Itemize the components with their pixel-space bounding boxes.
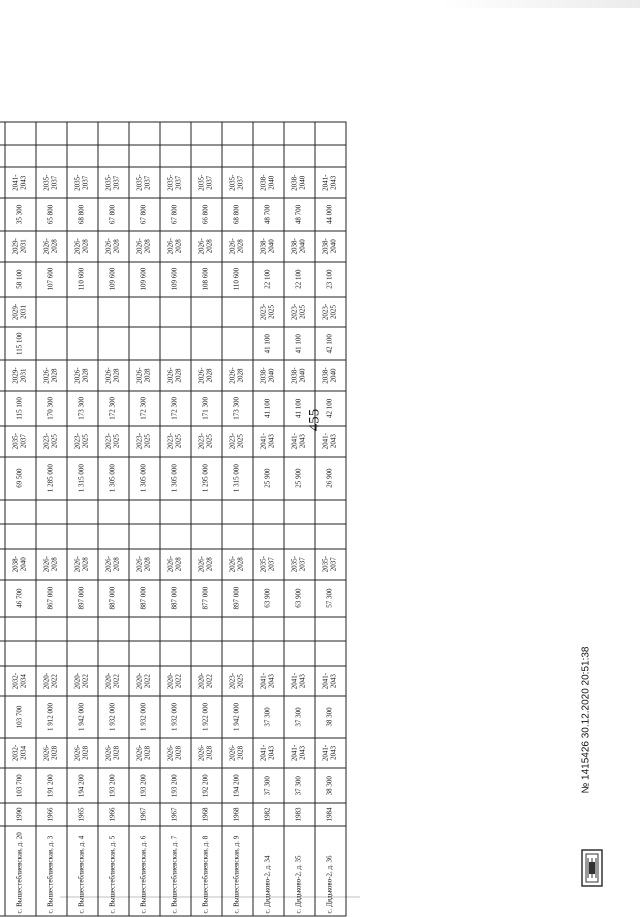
table-cell: 65 800 bbox=[36, 198, 67, 231]
table-cell bbox=[160, 145, 191, 168]
table-cell bbox=[36, 145, 67, 168]
table-cell bbox=[315, 500, 346, 525]
table-cell bbox=[36, 500, 67, 525]
table-cell: 2041-2043 bbox=[284, 738, 315, 769]
table-cell: 2041-2043 bbox=[284, 666, 315, 697]
table-cell: 103 700 bbox=[5, 697, 36, 738]
address-cell: с. Дядьково-2, д. 35 bbox=[284, 826, 315, 916]
table-cell: 66 800 bbox=[191, 198, 222, 231]
table-cell: 42 100 bbox=[315, 327, 346, 360]
table-cell: 2023-2025 bbox=[284, 297, 315, 328]
table-cell: 2038-2040 bbox=[315, 360, 346, 391]
table-cell: 2029-2031 bbox=[5, 231, 36, 262]
table-cell: 1 305 000 bbox=[160, 457, 191, 500]
table-cell: 2038-2040 bbox=[253, 167, 284, 198]
table-cell bbox=[5, 641, 36, 666]
table-cell bbox=[160, 617, 191, 642]
table-cell bbox=[129, 297, 160, 328]
table-cell: 2035-2037 bbox=[67, 167, 98, 198]
table-cell: 172 300 bbox=[129, 391, 160, 426]
table-cell: 2020-2022 bbox=[191, 666, 222, 697]
table-cell: 2026-2028 bbox=[222, 549, 253, 580]
page-number-text: 455 bbox=[306, 408, 323, 432]
table-cell: 1967 bbox=[160, 803, 191, 826]
table-cell: 2038-2040 bbox=[253, 360, 284, 391]
table-cell: 48 700 bbox=[284, 198, 315, 231]
table-cell: 2026-2028 bbox=[160, 549, 191, 580]
table-cell: 1 295 000 bbox=[191, 457, 222, 500]
address-cell: с. Вышестеблиевская, д. 9 bbox=[222, 826, 253, 916]
table-cell: 38 300 bbox=[315, 697, 346, 738]
table-cell: 2020-2022 bbox=[160, 666, 191, 697]
table-cell bbox=[284, 122, 315, 145]
table-cell bbox=[129, 327, 160, 360]
table-cell bbox=[315, 145, 346, 168]
table-cell: 192 200 bbox=[191, 768, 222, 803]
table-cell: 2026-2028 bbox=[98, 549, 129, 580]
table-cell: 171 300 bbox=[191, 391, 222, 426]
table-cell bbox=[36, 297, 67, 328]
table-cell: 897 000 bbox=[222, 580, 253, 617]
table-cell bbox=[191, 327, 222, 360]
table-cell: 2023-2025 bbox=[222, 666, 253, 697]
table-cell: 69 500 bbox=[5, 457, 36, 500]
table-cell: 1 315 000 bbox=[222, 457, 253, 500]
table-cell bbox=[191, 524, 222, 549]
table-cell: 67 800 bbox=[129, 198, 160, 231]
table-cell: 887 000 bbox=[129, 580, 160, 617]
address-cell: с. Вышестеблиевская, д. 4 bbox=[67, 826, 98, 916]
table-cell bbox=[160, 641, 191, 666]
table-cell: 22 100 bbox=[253, 262, 284, 297]
table-cell bbox=[222, 297, 253, 328]
table-cell: 887 000 bbox=[160, 580, 191, 617]
table-cell: 193 200 bbox=[160, 768, 191, 803]
table-cell bbox=[222, 617, 253, 642]
emblem-icon bbox=[580, 848, 604, 888]
table-cell: 57 300 bbox=[315, 580, 346, 617]
table-cell bbox=[98, 641, 129, 666]
table-cell: 2035-2037 bbox=[5, 426, 36, 457]
table-cell: 1968 bbox=[222, 803, 253, 826]
table-cell: 2023-2025 bbox=[222, 426, 253, 457]
table-cell: 2026-2028 bbox=[98, 360, 129, 391]
table-cell: 2026-2028 bbox=[191, 738, 222, 769]
table-cell: 173 300 bbox=[67, 391, 98, 426]
table-cell: 172 300 bbox=[160, 391, 191, 426]
table-cell bbox=[36, 617, 67, 642]
table-cell: 2026-2028 bbox=[129, 549, 160, 580]
table-cell: 2026-2028 bbox=[98, 738, 129, 769]
table-cell: 63 900 bbox=[284, 580, 315, 617]
table-cell: 110 600 bbox=[222, 262, 253, 297]
table-cell: 48 700 bbox=[253, 198, 284, 231]
table-cell: 2026-2028 bbox=[36, 360, 67, 391]
table-cell: 1 912 000 bbox=[36, 697, 67, 738]
table-cell: 2026-2028 bbox=[191, 549, 222, 580]
table-cell: 2038-2040 bbox=[284, 231, 315, 262]
table-cell: 2020-2022 bbox=[36, 666, 67, 697]
table-row bbox=[67, 122, 98, 916]
table-cell: 2026-2028 bbox=[129, 231, 160, 262]
table-row bbox=[160, 122, 191, 916]
table-row bbox=[253, 122, 284, 916]
table-cell bbox=[160, 122, 191, 145]
table-cell: 2035-2037 bbox=[315, 549, 346, 580]
table-cell bbox=[36, 524, 67, 549]
table-cell: 172 300 bbox=[98, 391, 129, 426]
table-cell: 2023-2025 bbox=[98, 426, 129, 457]
table-cell bbox=[191, 500, 222, 525]
data-table bbox=[0, 122, 347, 917]
table-cell: 2041-2043 bbox=[315, 426, 346, 457]
electronic-signature-emblem bbox=[580, 848, 604, 888]
table-cell bbox=[253, 145, 284, 168]
table-cell bbox=[67, 327, 98, 360]
table-cell bbox=[160, 297, 191, 328]
scan-edge-bottom bbox=[60, 896, 360, 898]
table-cell: 1 922 000 bbox=[191, 697, 222, 738]
table-cell bbox=[315, 617, 346, 642]
table-cell: 37 300 bbox=[284, 697, 315, 738]
table-cell bbox=[129, 122, 160, 145]
table-cell: 2035-2037 bbox=[129, 167, 160, 198]
table-cell bbox=[129, 641, 160, 666]
table-row bbox=[191, 122, 222, 916]
address-cell: с. Дядьково-2, д. 34 bbox=[253, 826, 284, 916]
table-cell: 1984 bbox=[315, 803, 346, 826]
table-cell: 2023-2025 bbox=[160, 426, 191, 457]
table-cell: 2026-2028 bbox=[191, 360, 222, 391]
table-row bbox=[222, 122, 253, 916]
table-cell bbox=[129, 500, 160, 525]
table-cell: 2029-2031 bbox=[5, 360, 36, 391]
table-cell: 1 932 000 bbox=[160, 697, 191, 738]
table-cell: 2041-2043 bbox=[5, 167, 36, 198]
table-cell: 115 100 bbox=[5, 391, 36, 426]
table-cell: 2041-2043 bbox=[315, 666, 346, 697]
table-cell: 41 100 bbox=[284, 327, 315, 360]
address-cell: с. Вышестеблиевская, д. 20 bbox=[5, 826, 36, 916]
table-cell bbox=[36, 327, 67, 360]
document-stamp-footer bbox=[578, 585, 594, 855]
table-cell: 2026-2028 bbox=[222, 360, 253, 391]
table-cell bbox=[36, 122, 67, 145]
table-cell bbox=[191, 122, 222, 145]
table-cell bbox=[5, 617, 36, 642]
table-cell bbox=[160, 524, 191, 549]
table-cell: 37 300 bbox=[253, 697, 284, 738]
table-cell: 2023-2025 bbox=[253, 297, 284, 328]
table-row bbox=[315, 122, 346, 916]
table-cell: 2035-2037 bbox=[191, 167, 222, 198]
table-cell: 44 000 bbox=[315, 198, 346, 231]
table-cell: 2035-2037 bbox=[98, 167, 129, 198]
table-cell: 2026-2028 bbox=[67, 549, 98, 580]
table-cell bbox=[253, 524, 284, 549]
table-cell: 38 300 bbox=[315, 768, 346, 803]
table-cell bbox=[253, 122, 284, 145]
table-cell: 2038-2040 bbox=[284, 167, 315, 198]
address-cell: с. Вышестеблиевская, д. 6 bbox=[129, 826, 160, 916]
table-cell: 2035-2037 bbox=[160, 167, 191, 198]
table-cell: 2041-2043 bbox=[253, 666, 284, 697]
table-cell bbox=[129, 145, 160, 168]
table-cell: 67 800 bbox=[160, 198, 191, 231]
table-cell: 37 300 bbox=[253, 768, 284, 803]
table-cell: 67 800 bbox=[98, 198, 129, 231]
table-cell bbox=[5, 122, 36, 145]
table-cell: 170 300 bbox=[36, 391, 67, 426]
table-cell: 37 300 bbox=[284, 768, 315, 803]
table-row bbox=[284, 122, 315, 916]
table-cell bbox=[191, 145, 222, 168]
table-cell: 193 200 bbox=[129, 768, 160, 803]
table-cell: 1 305 000 bbox=[98, 457, 129, 500]
table-cell bbox=[67, 122, 98, 145]
table-cell: 103 700 bbox=[5, 768, 36, 803]
table-cell: 58 100 bbox=[5, 262, 36, 297]
table-cell: 193 200 bbox=[98, 768, 129, 803]
table-cell: 2026-2028 bbox=[160, 360, 191, 391]
table-cell bbox=[315, 641, 346, 666]
table-cell: 191 200 bbox=[36, 768, 67, 803]
table-cell: 173 300 bbox=[222, 391, 253, 426]
table-cell: 41 100 bbox=[253, 391, 284, 426]
table-cell: 1 315 000 bbox=[67, 457, 98, 500]
table-cell bbox=[284, 641, 315, 666]
table-cell bbox=[222, 524, 253, 549]
table-cell bbox=[98, 297, 129, 328]
table-cell: 877 000 bbox=[191, 580, 222, 617]
table-cell bbox=[160, 327, 191, 360]
table-cell: 109 600 bbox=[98, 262, 129, 297]
table-cell: 2035-2037 bbox=[284, 549, 315, 580]
table-cell: 25 900 bbox=[284, 457, 315, 500]
table-row bbox=[36, 122, 67, 916]
table-cell bbox=[222, 641, 253, 666]
table-cell: 2041-2043 bbox=[284, 426, 315, 457]
table-cell: 107 600 bbox=[36, 262, 67, 297]
table-cell bbox=[67, 297, 98, 328]
table-cell bbox=[253, 500, 284, 525]
table-cell: 2023-2025 bbox=[67, 426, 98, 457]
table-cell bbox=[284, 617, 315, 642]
table-cell bbox=[191, 297, 222, 328]
table-cell bbox=[129, 617, 160, 642]
table-cell: 2035-2037 bbox=[253, 549, 284, 580]
table-cell: 1 932 000 bbox=[129, 697, 160, 738]
table-cell bbox=[5, 524, 36, 549]
table-cell: 2038-2040 bbox=[5, 549, 36, 580]
table-cell: 2026-2028 bbox=[191, 231, 222, 262]
address-cell: с. Вышестеблиевская, д. 7 bbox=[160, 826, 191, 916]
table-cell: 2035-2037 bbox=[222, 167, 253, 198]
table-cell: 2029-2031 bbox=[5, 297, 36, 328]
table-cell: 2038-2040 bbox=[253, 231, 284, 262]
table-cell: 1983 bbox=[284, 803, 315, 826]
table-cell: 2020-2022 bbox=[129, 666, 160, 697]
table-cell: 1 305 000 bbox=[129, 457, 160, 500]
table-cell bbox=[284, 145, 315, 168]
table-cell: 68 800 bbox=[222, 198, 253, 231]
table-cell: 2038-2040 bbox=[284, 360, 315, 391]
table-cell: 63 900 bbox=[253, 580, 284, 617]
table-cell: 2026-2028 bbox=[67, 738, 98, 769]
table-cell: 897 000 bbox=[67, 580, 98, 617]
table-cell bbox=[253, 617, 284, 642]
document-number-timestamp: № 1415426 30.12.2020 20:51:38 bbox=[580, 646, 592, 794]
table-cell: 2032-2034 bbox=[5, 738, 36, 769]
table-row bbox=[5, 122, 36, 916]
table-cell: 2026-2028 bbox=[67, 360, 98, 391]
table-cell: 1990 bbox=[5, 803, 36, 826]
table-cell: 1966 bbox=[98, 803, 129, 826]
table-cell bbox=[98, 617, 129, 642]
table-cell: 2032-2034 bbox=[5, 666, 36, 697]
table-cell: 2026-2028 bbox=[160, 231, 191, 262]
table-row bbox=[129, 122, 160, 916]
table-cell: 2020-2022 bbox=[98, 666, 129, 697]
table-cell: 2023-2025 bbox=[191, 426, 222, 457]
table-cell: 2038-2040 bbox=[315, 231, 346, 262]
table-cell bbox=[67, 524, 98, 549]
table-cell: 115 100 bbox=[5, 327, 36, 360]
table-cell: 2023-2025 bbox=[129, 426, 160, 457]
table-cell: 22 100 bbox=[284, 262, 315, 297]
table-cell bbox=[67, 500, 98, 525]
table-body bbox=[0, 122, 346, 916]
table-cell: 25 900 bbox=[253, 457, 284, 500]
table-cell: 2041-2043 bbox=[315, 738, 346, 769]
table-cell bbox=[67, 617, 98, 642]
table-cell: 110 600 bbox=[67, 262, 98, 297]
table-cell bbox=[191, 641, 222, 666]
table-cell: 2026-2028 bbox=[129, 738, 160, 769]
table-cell: 1 285 000 bbox=[36, 457, 67, 500]
table-cell: 2026-2028 bbox=[36, 231, 67, 262]
table-cell bbox=[253, 641, 284, 666]
table-cell: 2026-2028 bbox=[222, 231, 253, 262]
table-cell: 35 300 bbox=[5, 198, 36, 231]
table-cell: 194 200 bbox=[222, 768, 253, 803]
table-cell bbox=[98, 327, 129, 360]
table-cell: 194 200 bbox=[67, 768, 98, 803]
address-cell: с. Вышестеблиевская, д. 5 bbox=[98, 826, 129, 916]
table-cell bbox=[315, 122, 346, 145]
table-cell: 2041-2043 bbox=[253, 738, 284, 769]
table-cell bbox=[5, 145, 36, 168]
table-cell: 1 942 000 bbox=[67, 697, 98, 738]
table-cell bbox=[160, 500, 191, 525]
table-cell: 1967 bbox=[129, 803, 160, 826]
table-cell: 2035-2037 bbox=[36, 167, 67, 198]
table-cell: 1966 bbox=[36, 803, 67, 826]
table-cell bbox=[191, 617, 222, 642]
table-cell: 867 000 bbox=[36, 580, 67, 617]
table-cell: 2026-2028 bbox=[160, 738, 191, 769]
address-cell: с. Дядьково-2, д. 36 bbox=[315, 826, 346, 916]
table-cell: 23 100 bbox=[315, 262, 346, 297]
table-cell: 887 000 bbox=[98, 580, 129, 617]
table-cell: 108 600 bbox=[191, 262, 222, 297]
table-cell: 2041-2043 bbox=[315, 167, 346, 198]
table-cell: 2026-2028 bbox=[98, 231, 129, 262]
table-cell bbox=[222, 500, 253, 525]
table-cell: 2023-2025 bbox=[315, 297, 346, 328]
table-cell: 1 942 000 bbox=[222, 697, 253, 738]
table-cell: 1965 bbox=[67, 803, 98, 826]
table-cell: 2026-2028 bbox=[129, 360, 160, 391]
table-cell: 2041-2043 bbox=[253, 426, 284, 457]
table-cell bbox=[222, 145, 253, 168]
table-cell: 46 700 bbox=[5, 580, 36, 617]
table-cell: 1968 bbox=[191, 803, 222, 826]
table-cell bbox=[129, 524, 160, 549]
rotated-table-container bbox=[0, 122, 347, 917]
table-cell bbox=[98, 524, 129, 549]
table-cell: 2026-2028 bbox=[222, 738, 253, 769]
table-cell bbox=[222, 327, 253, 360]
table-cell: 1982 bbox=[253, 803, 284, 826]
table-cell: 1 932 000 bbox=[98, 697, 129, 738]
table-cell bbox=[67, 641, 98, 666]
table-cell: 26 900 bbox=[315, 457, 346, 500]
table-cell bbox=[284, 524, 315, 549]
table-cell: 41 100 bbox=[284, 391, 315, 426]
table-cell: 2020-2022 bbox=[67, 666, 98, 697]
table-cell bbox=[5, 500, 36, 525]
table-cell: 2023-2025 bbox=[36, 426, 67, 457]
table-cell bbox=[284, 500, 315, 525]
table-cell bbox=[67, 145, 98, 168]
table-cell: 2026-2028 bbox=[36, 738, 67, 769]
table-cell: 109 600 bbox=[129, 262, 160, 297]
table-cell: 41 100 bbox=[253, 327, 284, 360]
table-cell bbox=[98, 122, 129, 145]
table-cell: 109 600 bbox=[160, 262, 191, 297]
table-cell bbox=[222, 122, 253, 145]
table-cell: 2026-2028 bbox=[36, 549, 67, 580]
scan-edge-top bbox=[440, 0, 640, 8]
table-cell: 68 800 bbox=[67, 198, 98, 231]
table-cell: 42 100 bbox=[315, 391, 346, 426]
table-cell bbox=[98, 500, 129, 525]
address-cell: с. Вышестеблиевская, д. 8 bbox=[191, 826, 222, 916]
table-row bbox=[98, 122, 129, 916]
table-cell bbox=[98, 145, 129, 168]
table-cell bbox=[36, 641, 67, 666]
address-cell: с. Вышестеблиевская, д. 3 bbox=[36, 826, 67, 916]
table-cell: 2026-2028 bbox=[67, 231, 98, 262]
table-cell bbox=[315, 524, 346, 549]
